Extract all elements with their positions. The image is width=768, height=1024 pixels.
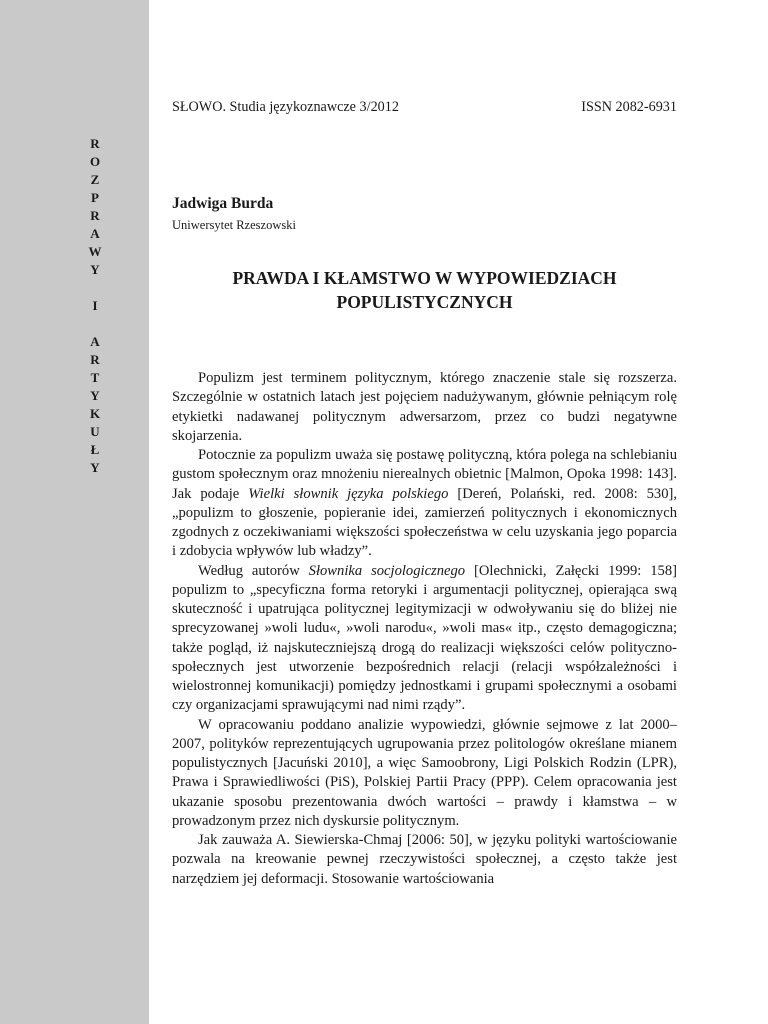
article-title-line: POPULISTYCZNYCH <box>336 292 513 312</box>
sidebar-letter: A <box>90 334 100 349</box>
sidebar-letter: O <box>89 154 101 169</box>
sidebar-letter: Ł <box>90 442 100 457</box>
sidebar-letter: R <box>90 352 100 367</box>
author-name: Jadwiga Burda <box>172 195 274 212</box>
paragraph-text: Według autorów <box>198 562 309 579</box>
body-paragraph <box>172 369 677 446</box>
sidebar-letter: Y <box>90 460 100 475</box>
body-paragraph <box>172 446 677 562</box>
body-paragraph <box>172 716 677 832</box>
paragraph-text: Jak zauważa A. Siewierska-Chmaj [2006: 50], w języku polityki wartościowanie pozwala na kreowanie pewnej rzeczywistości społecznej, a często także jest narzędziem jej deformacji. Stosowanie wartościowania <box>172 832 677 887</box>
sidebar-letter: T <box>90 370 100 385</box>
sidebar-letter: P <box>91 190 99 205</box>
italic-title: Wielki słownik języka polskiego <box>248 485 449 502</box>
running-header <box>172 98 677 116</box>
author-affiliation: Uniwersytet Rzeszowski <box>172 218 296 232</box>
sidebar-letter: K <box>89 406 101 421</box>
sidebar-letter: W <box>88 244 102 259</box>
paragraph-text: Populizm jest terminem politycznym, którego znaczenie stale się rozszerza. Szczególnie w ostatnich latach jest pojęciem nadużywanym, głównie pełniącym rolę etykietki nadawanej politycznym adwersarzom, przez co budzi negatywne skojarzenia. <box>172 370 677 444</box>
article-title <box>172 266 677 314</box>
italic-title: Słownika socjologicznego <box>308 562 466 579</box>
body-paragraph <box>172 562 677 716</box>
sidebar-letter-gap <box>85 279 105 297</box>
article-title-line: PRAWDA I KŁAMSTWO W WYPOWIEDZIACH <box>232 268 617 288</box>
issn: ISSN 2082-6931 <box>581 99 677 115</box>
sidebar-letter: R <box>90 136 100 151</box>
paragraph-text: [Dereń, Polański, red. 2008: 530], „populizm to głoszenie, popieranie idei, zamierzeń politycznych i ekonomicznych zgodnych z oczekiwaniami większości społeczeństwa w celu uzyskania jego poparcia i zdobycia wpływów lub władzy”. <box>172 485 678 560</box>
paragraph-text: Potocznie za populizm uważa się postawę polityczną, która polega na schlebianiu gustom społecznym oraz mnożeniu nierealnych obietnic [Malmon, Opoka 1998: 143]. Jak podaje <box>172 447 677 502</box>
journal-title: SŁOWO. Studia językoznawcze 3/2012 <box>172 99 399 115</box>
body-paragraph <box>172 831 677 889</box>
section-label-vertical <box>0 135 190 477</box>
sidebar-letter: R <box>90 208 100 223</box>
paragraph-text: [Olechnicki, Załęcki 1999: 158] populizm to „specyficzna forma retoryki i argumentacji politycznej, opierająca swą skuteczność i upatrująca politycznej legitymizacji w odwoływaniu się do bliżej nie sprecyzowanej »woli ludu«, »woli narodu«, »woli mas« itp., często demagogiczna; także pogląd, iż najskuteczniejszą drogą do realizacji większości celów polityczno-społecznych jest utworzenie bezpośrednich relacji (relacji współzależności i wielostronnej komunikacji) pomiędzy jednostkami i grupami społecznymi a osobami czy organizacjami sprawującymi nad nimi rządy”. <box>172 562 677 714</box>
sidebar-letter: Y <box>90 388 100 403</box>
article-body <box>172 369 677 889</box>
sidebar-letter: Z <box>90 172 100 187</box>
sidebar-letter-gap <box>85 315 105 333</box>
sidebar-letter: Y <box>90 262 100 277</box>
paragraph-text: W opracowaniu poddano analizie wypowiedzi, głównie sejmowe z lat 2000–2007, polityków reprezentujących ugrupowania przez politologów określane mianem populistycznych [Jacuński 2010], a więc Samoobrony, Ligi Polskich Rodzin (LPR), Prawa i Sprawiedliwości (PiS), Polskiej Partii Pracy (PPP). Celem opracowania jest ukazanie sposobu prezentowania dwóch wartości – prawdy i kłamstwa – w prowadzonym przez nich dyskursie politycznym. <box>172 716 677 829</box>
sidebar-letter: U <box>90 424 100 439</box>
sidebar-letter: A <box>90 226 100 241</box>
sidebar-letter: I <box>92 298 98 313</box>
